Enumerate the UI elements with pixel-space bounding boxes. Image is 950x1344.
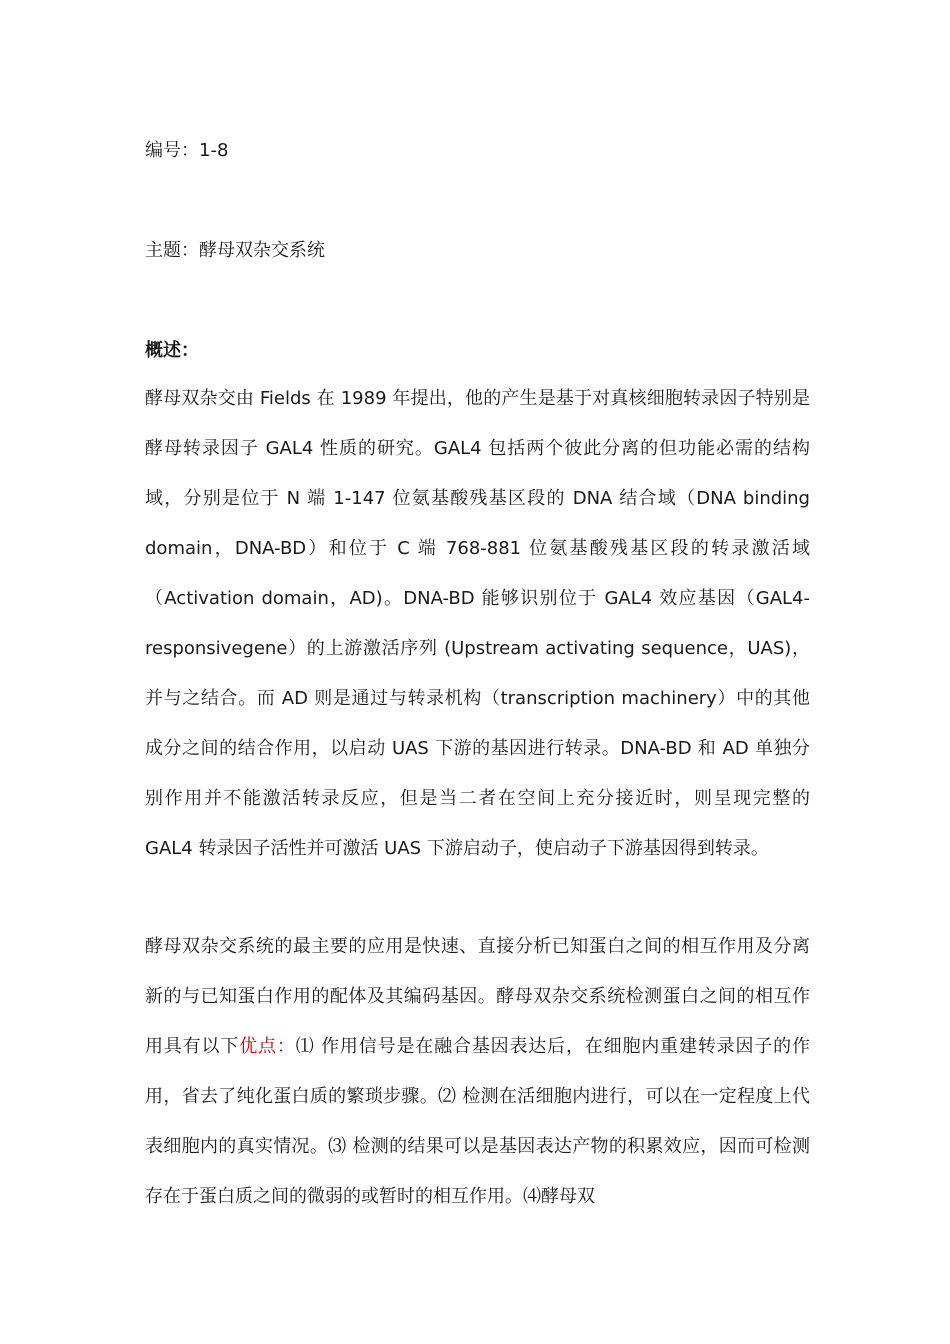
advantages-highlight: 优点： xyxy=(239,1036,296,1057)
document-id-value: 1-8 xyxy=(199,140,229,161)
document-id-line xyxy=(145,139,228,163)
paragraph-2-text-after: ⑴ 作用信号是在融合基因表达后，在细胞内重建转录因子的作用，省去了纯化蛋白质的繁琐步骤。⑵ 检测在活细胞内进行，可以在一定程度上代表细胞内的真实情况。⑶ 检测的结果可以是基因表达产物的积累效应，因而可检测存在于蛋白质之间的微弱的或暂时的相互作用。⑷酵母双 xyxy=(145,1036,810,1207)
overview-heading: 概述： xyxy=(145,340,199,361)
overview-paragraph-2 xyxy=(145,922,810,1222)
document-id-label: 编号： xyxy=(145,140,199,161)
paragraph-2-text-before: 酵母双杂交系统的最主要的应用是快速、直接分析已知蛋白之间的相互作用及分离新的与已知蛋白作用的配体及其编码基因。酵母双杂交系统检测蛋白之间的相互作用具有以下 xyxy=(145,936,810,1057)
document-topic-value: 酵母双杂交系统 xyxy=(199,240,325,261)
document-topic-line xyxy=(145,239,325,263)
overview-paragraph-1: 酵母双杂交由 Fields 在 1989 年提出，他的产生是基于对真核细胞转录因子特别是酵母转录因子 GAL4 性质的研究。GAL4 包括两个彼此分离的但功能必需的结构域，分别是位于 N 端 1-147 位氨基酸残基区段的 DNA 结合域（DNA binding domain，DNA-BD）和位于 C 端 768-881 位氨基酸残基区段的转录激活域（Activation domain，AD)。DNA-BD 能够识别位于 GAL4 效应基因（GAL4-responsivegene）的上游激活序列 (Upstream activating sequence，UAS)，并与之结合。而 AD 则是通过与转录机构（transcription machinery）中的其他成分之间的结合作用，以启动 UAS 下游的基因进行转录。DNA-BD 和 AD 单独分别作用并不能激活转录反应，但是当二者在空间上充分接近时，则呈现完整的 GAL4 转录因子活性并可激活 UAS 下游启动子，使启动子下游基因得到转录。 xyxy=(145,388,810,859)
document-topic-label: 主题： xyxy=(145,240,199,261)
